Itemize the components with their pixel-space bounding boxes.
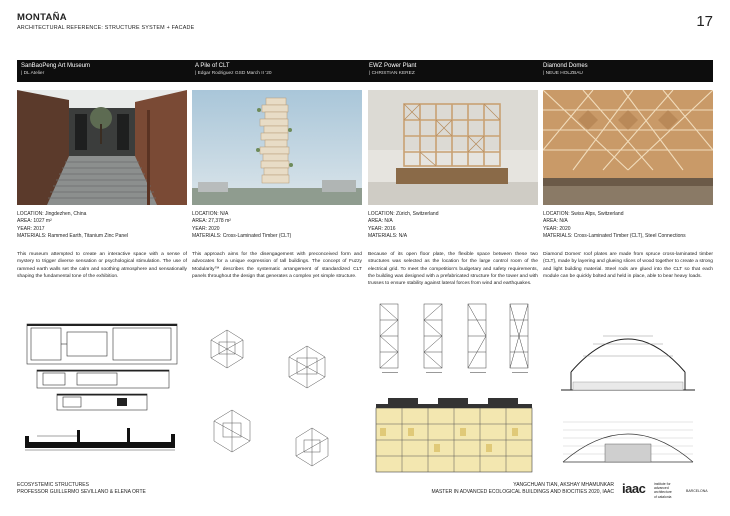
institute-line: architecture xyxy=(654,490,672,495)
author-credit xyxy=(400,482,614,496)
museum-plan-drawings xyxy=(17,318,187,478)
materials-text: MATERIALS: N/A xyxy=(368,233,408,240)
museum-courtyard-photo xyxy=(17,90,187,205)
project-2-meta xyxy=(192,211,362,241)
project-3-meta xyxy=(368,211,538,241)
project-name: SanBaoPeng Art Museum xyxy=(21,63,91,69)
professor-names: PROFESSOR GUILLERMO SEVILLANO & ELENA ORTE xyxy=(17,489,146,495)
materials-text: MATERIALS: Cross-Laminated Timber (CLT) xyxy=(192,233,292,240)
project-1-description: This museum attempted to create an interactive space with a sense of mystery to trigger diverse sensation or psychological stimulation. The use of rammed earth walls set the calm and soothing atmosphere and sensationally shaping the fundamental tone of the exhibition. xyxy=(17,252,187,279)
course-name: ECOSYSTEMIC STRUCTURES xyxy=(17,482,89,488)
project-4-description: Diamond Domes' roof plates are made from spruce cross-laminated timber (CLT), made by layering and glueing slices of wood together to create a strong and light building material. Steel rods are glued into the CLT so that each module can be quickly bolted and held in place, able to bear heavy loads. xyxy=(543,252,713,279)
year-text: YEAR: 2020 xyxy=(543,225,571,232)
project-header-2 xyxy=(191,60,365,82)
author-names: YANGCHUAN TIAN, AKSHAY MHAMUNKAR xyxy=(513,482,614,488)
project-title-band xyxy=(17,60,713,82)
year-text: YEAR: 2017 xyxy=(17,225,45,232)
project-header-4 xyxy=(539,60,713,82)
program-name: MASTER IN ADVANCED ECOLOGICAL BUILDINGS AND BIOCITIES 2020, IAAC xyxy=(431,489,614,495)
project-4-meta xyxy=(543,211,713,241)
materials-text: MATERIALS: Rammed Earth, Titanium Zinc Panel xyxy=(17,233,129,240)
location-text: LOCATION: Zürich, Switzerland xyxy=(368,211,439,217)
page-number: 17 xyxy=(696,13,713,30)
area-text: AREA: 1027 m² xyxy=(17,218,52,225)
page-subtitle: ARCHITECTURAL REFERENCE: STRUCTURE SYSTEM + FACADE xyxy=(17,25,195,31)
clt-tower-render xyxy=(192,90,362,205)
institute-line: of catalonia xyxy=(654,494,672,499)
location-text: LOCATION: Jingdezhen, China xyxy=(17,211,87,217)
clt-panel-diagrams xyxy=(192,318,362,478)
city-label: BARCELONA xyxy=(686,489,708,493)
institute-line: institute for xyxy=(654,482,671,486)
page-title: MONTAÑA xyxy=(17,12,67,23)
project-author: | CHRISTIAN KEREZ xyxy=(369,71,415,76)
project-3-description: Because of its open floor plate, the flexible space between these two structures was selected as the location for the large control room of the electrical grid. To meet the competition's budgetary and safety requirements, the building was designed with a prefabricated structure for the tower and with trusses to ensure stability against lateral forces from wind and earthquakes. xyxy=(368,252,538,287)
area-text: AREA: N/A xyxy=(368,218,393,225)
institute-name xyxy=(654,482,682,499)
timber-model-photo xyxy=(368,90,538,205)
iaac-logo: iaac xyxy=(622,481,646,496)
project-author: | Edgar Rodriguez GSD March II '20 xyxy=(195,71,272,76)
location-text: LOCATION: N/A xyxy=(192,211,229,217)
course-credit xyxy=(17,482,146,496)
location-text: LOCATION: Swiss Alps, Switzerland xyxy=(543,211,624,217)
project-author: | NEUE HOLZBAU xyxy=(543,71,583,76)
dome-ceiling-photo xyxy=(543,90,713,205)
dome-section-drawings xyxy=(543,312,713,478)
materials-text: MATERIALS: Cross-Laminated Timber (CLT), Steel Connections xyxy=(543,233,686,240)
project-author: | DL Atelier xyxy=(21,71,45,76)
area-text: AREA: N/A xyxy=(543,218,568,225)
area-text: AREA: 27,378 m² xyxy=(192,218,231,225)
project-name: Diamond Domes xyxy=(543,63,588,69)
project-2-description: This approach aims for the disengagement with preconceived form and advocates for a unique expression of tall buildings. The concept of Fuzzy Modularity™ describes the systematic arrangement of standardized CLT panels throughout the design that generates a complex yet simple structure. xyxy=(192,252,362,279)
project-1-meta xyxy=(17,211,187,241)
year-text: YEAR: 2016 xyxy=(368,225,396,232)
institute-line: advanced xyxy=(654,486,669,491)
project-name: EWZ Power Plant xyxy=(369,63,417,69)
project-header-3 xyxy=(365,60,539,82)
project-header-1 xyxy=(17,60,191,82)
power-plant-structure-drawings xyxy=(368,300,538,478)
project-name: A Pile of CLT xyxy=(195,63,230,69)
year-text: YEAR: 2020 xyxy=(192,225,220,232)
